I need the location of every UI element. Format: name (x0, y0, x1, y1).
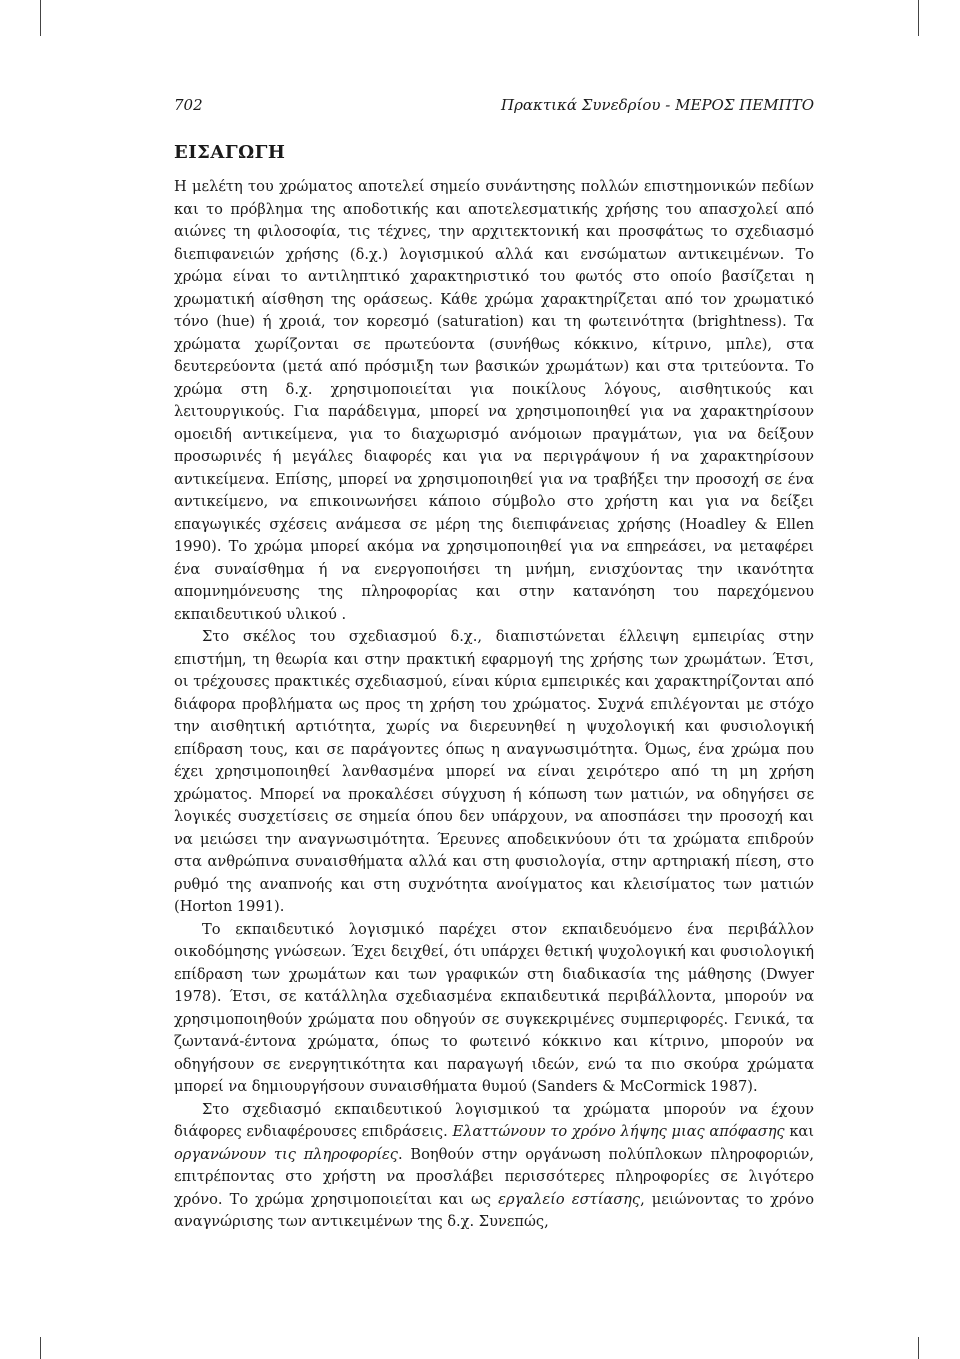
section-title: ΕΙΣΑΓΩΓΗ (174, 142, 286, 163)
paragraph-4-text-2: και (789, 1123, 815, 1140)
body-text (174, 176, 814, 1234)
paragraph-4-text-3: . Βοηθούν στην οργάνωση πολύπλοκων πληροφοριών, επιτρέποντας στο χρήστη να προσλάβει περισσότερες πληροφορίες σε λιγότερο χρόνο. Το χρώμα χρησιμοποιείται και ως (174, 1145, 814, 1208)
paragraph-4-emphasis-1: Ελαττώνουν το χρόνο λήψης μιας απόφασης (452, 1123, 785, 1140)
page-number: 702 (174, 96, 203, 114)
paragraph-1: Η μελέτη του χρώματος αποτελεί σημείο συνάντησης πολλών επιστημονικών πεδίων και το πρόβλημα της αποδοτικής και αποτελεσματικής χρήσης του απασχολεί από αιώνες τη φιλοσοφία, τις τέχνες, την αρχιτεκτονική και προσφάτως το σχεδιασμό διεπιφανειών χρήσης (δ.χ.) λογισμικού αλλά και ενσώματων αντικειμένων. Το χρώμα είναι το αντιληπτικό χαρακτηριστικό του φωτός στο οποίο βασίζεται η χρωματική αίσθηση της οράσεως. Κάθε χρώμα χαρακτηρίζεται από τον χρωματικό τόνο (hue) ή χροιά, τον κορεσμό (saturation) και τη φωτεινότητα (brightness). Τα χρώματα χωρίζονται σε πρωτεύοντα (συνήθως κόκκινο, κίτρινο, μπλε), στα δευτερεύοντα (μετά από πρόσμιξη των βασικών χρωμάτων) και στα τριτεύοντα. Το χρώμα στη δ.χ. χρησιμοποιείται για ποικίλους λόγους, αισθητικούς και λειτουργικούς. Για παράδειγμα, μπορεί να χρησιμοποιηθεί για να χαρακτηρίσουν ομοειδή αντικείμενα, για το διαχωρισμό ανόμοιων πραγμάτων, για να δείξουν προσωρινές ή μεγάλες διαφορές και για να περιγράψουν ή να χαρακτηρίσουν αντικείμενα. Επίσης, μπορεί να χρησιμοποιηθεί για να τραβήξει την προσοχή σε ένα αντικείμενο, να επικοινωνήσει κάποιο σύμβολο στο χρήστη και για να δείξει επαγωγικές σχέσεις ανάμεσα σε μέρη της διεπιφάνειας χρήσης (Hoadley & Ellen 1990). Το χρώμα μπορεί ακόμα να χρησιμοποιηθεί για να επηρεάσει, να μεταφέρει ένα συναίσθημα ή να ενεργοποιήσει τη μνήμη, ενισχύοντας την ικανότητα απομνημόνευσης της πληροφορίας και στην κατανόηση του παρεχόμενου εκπαιδευτικού υλικού . (174, 178, 814, 623)
paragraph-4-emphasis-2: οργανώνουν τις πληροφορίες (174, 1145, 398, 1163)
paragraph-4 (174, 1099, 814, 1234)
crop-mark-bottom-left (40, 1337, 41, 1359)
paragraph-4-text-4: , μειώνοντας το χρόνο αναγνώρισης των αντικειμένων της δ.χ. Συνεπώς, (174, 1190, 814, 1230)
paragraph-2: Στο σκέλος του σχεδιασμού δ.χ., διαπιστώνεται έλλειψη εμπειρίας στην επιστήμη, τη θεωρία και στην πρακτική εφαρμογή της χρήσης των χρωμάτων. Έτσι, οι τρέχουσες πρακτικές σχεδιασμού, είναι κύρια εμπειρικές και χαρακτηρίζονται από διάφορα προβλήματα ως προς τη χρήση του χρώματος. Συχνά επιλέγονται με στόχο την αισθητική αρτιότητα, χωρίς να διερευνηθεί η ψυχολογική και φυσιολογική επίδραση τους, και σε παράγοντες όπως η αναγνωσιμότητα. Όμως, ένα χρώμα που έχει χρησιμοποιηθεί λανθασμένα μπορεί να είναι χειρότερο από τη μη χρήση χρώματος. Μπορεί να προκαλέσει σύγχυση ή κόπωση των ματιών, να οδηγήσει σε λογικές συσχετίσεις σε σημεία όπου δεν υπάρχουν, να αποσπάσει την προσοχή και να μειώσει την αναγνωσιμότητα. Έρευνες αποδεικνύουν ότι τα χρώματα επιδρούν στα ανθρώπινα συναισθήματα αλλά και στη φυσιολογία, στην αρτηριακή πίεση, στο ρυθμό της αναπνοής και στη συχνότητα ανοίγματος και κλεισίματος των ματιών (Horton 1991). (174, 628, 814, 915)
crop-mark-bottom-right (918, 1337, 919, 1359)
crop-mark-top-left (40, 0, 41, 36)
paragraph-3: Το εκπαιδευτικό λογισμικό παρέχει στον εκπαιδευόμενο ένα περιβάλλον οικοδόμησης γνώσεων. Έχει δειχθεί, ότι υπάρχει θετική ψυχολογική και φυσιολογική επίδραση των χρωμάτων και των γραφικών στη διαδικασία της μάθησης (Dwyer 1978). Έτσι, σε κατάλληλα σχεδιασμένα εκπαιδευτικά περιβάλλοντα, μπορούν να χρησιμοποιηθούν χρώματα που οδηγούν σε συγκεκριμένες συμπεριφορές. Γενικά, τα ζωντανά-έντονα χρώματα, όπως το φωτεινό κόκκινο και κίτρινο, μπορούν να οδηγήσουν σε ενεργητικότητα και παραγωγή ιδεών, ενώ τα πιο σκούρα χρώματα μπορεί να δημιουργήσουν συναισθήματα θυμού (Sanders & McCormick 1987). (174, 920, 814, 1095)
paragraph-4-text-1: Στο σχεδιασμό εκπαιδευτικού λογισμικού τα χρώματα μπορούν να έχουν διάφορες ενδιαφέρουσες επιδράσεις. (174, 1100, 814, 1140)
running-head (174, 96, 814, 120)
paragraph-4-emphasis-3: εργαλείο εστίασης (498, 1190, 641, 1208)
crop-mark-top-right (918, 0, 919, 36)
journal-title: Πρακτικά Συνεδρίου - ΜΕΡΟΣ ΠΕΜΠΤΟ (500, 96, 814, 114)
